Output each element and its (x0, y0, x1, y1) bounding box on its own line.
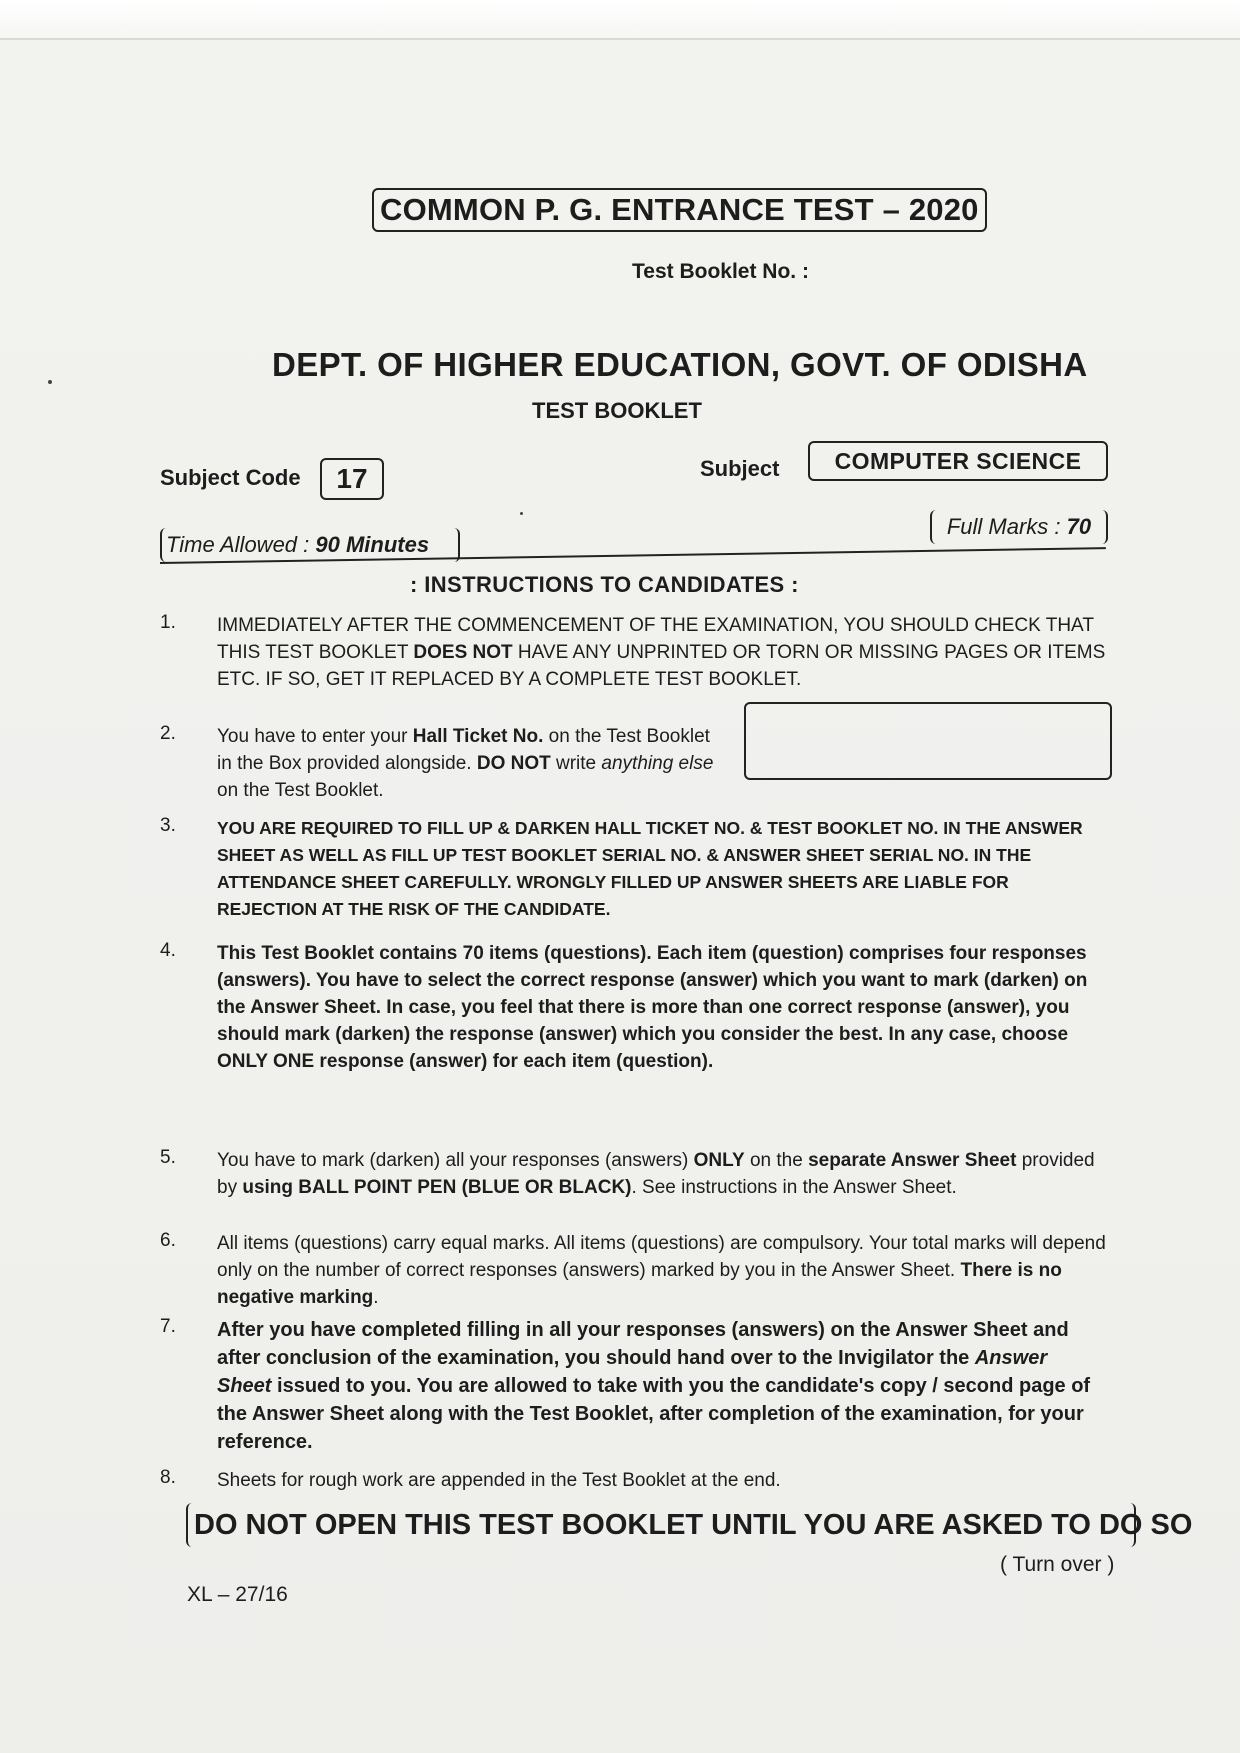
instruction-number: 6. (160, 1230, 176, 1251)
instruction-text: YOU ARE REQUIRED TO FILL UP & DARKEN HALL TICKET NO. & TEST BOOKLET NO. IN THE ANSWER SHEET AS WELL AS FILL UP TEST BOOKLET SERIAL NO. & ANSWER SHEET SERIAL NO. IN THE ATTENDANCE SHEET CAREFULLY. WRONGLY FILLED UP ANSWER SHEETS ARE LIABLE FOR REJECTION AT THE RISK OF THE CANDIDATE. (217, 818, 1083, 919)
instruction-number: 5. (160, 1147, 176, 1168)
instruction-item-5 (160, 1147, 1106, 1201)
turn-over-label: ( Turn over ) (1000, 1553, 1115, 1576)
time-allowed-value: 90 Minutes (315, 532, 430, 557)
instruction-text-bold: ONLY (693, 1150, 745, 1171)
instruction-text (217, 612, 1106, 693)
instruction-text-part: IMMEDIATELY AFTER THE COMMENCEMENT OF THE EXAMINATION, YOU SHOULD CHECK THAT THIS TEST BOOKLET (217, 615, 1094, 663)
department-heading: DEPT. OF HIGHER EDUCATION, GOVT. OF ODISHA (272, 346, 1088, 383)
do-not-open-warning: DO NOT OPEN THIS TEST BOOKLET UNTIL YOU ARE ASKED TO DO SO (186, 1503, 1136, 1547)
paper-speck (520, 512, 523, 515)
instruction-text (217, 1230, 1106, 1311)
instruction-item-4 (160, 940, 1106, 1075)
instruction-item-6 (160, 1230, 1106, 1311)
instruction-text: This Test Booklet contains 70 items (questions). Each item (question) comprises four responses (answers). You have to select the correct response (answer) which you want to mark (darken) on the Answer Sheet. In case, you feel that there is more than one correct response (answer), you should mark (darken) the response (answer) which you consider the best. In any case, choose ONLY ONE response (answer) for each item (question). (217, 943, 1088, 1072)
time-allowed (160, 528, 460, 562)
instruction-text-part: . (373, 1287, 379, 1308)
instruction-text-part: You have to enter your (217, 726, 413, 747)
exam-title: COMMON P. G. ENTRANCE TEST – 2020 (372, 188, 987, 232)
instruction-number: 4. (160, 940, 176, 961)
instruction-text-part: HAVE ANY UNPRINTED OR TORN OR MISSING PAGES OR ITEMS ETC. IF SO, GET IT REPLACED BY A COMPLETE TEST BOOKLET. (217, 642, 1106, 690)
instruction-number: 3. (160, 815, 176, 836)
test-booklet-no-label: Test Booklet No. : (632, 260, 809, 283)
instruction-text-part: on the Test Booklet in the Box provided alongside. (217, 726, 710, 774)
instruction-text-part: . See instructions in the Answer Sheet. (631, 1177, 957, 1198)
instruction-text (217, 1316, 1106, 1456)
instruction-text-part: on the Test Booklet. (217, 780, 384, 801)
instruction-text-bold: DO NOT (476, 753, 551, 774)
instructions-heading: : INSTRUCTIONS TO CANDIDATES : (410, 572, 799, 597)
instruction-text (217, 1147, 1106, 1201)
instruction-text-part: issued to you. You are allowed to take with you the candidate's copy / second page of the Answer Sheet along with the Test Booklet, after completion of the examination, for your reference. (217, 1375, 1091, 1453)
instruction-text-part: All items (questions) carry equal marks. All items (questions) are compulsory. Your total marks will depend only on the number of correct responses (answers) marked by you in the Answer Sheet. (217, 1233, 1106, 1281)
subject-label: Subject (700, 456, 780, 481)
instruction-text-part: You have to mark (darken) all your responses (answers) (217, 1150, 694, 1171)
hall-ticket-box[interactable] (744, 702, 1112, 780)
instruction-number: 8. (160, 1467, 176, 1488)
instruction-number: 2. (160, 723, 176, 744)
instruction-text-italic: Answer Sheet (217, 1347, 1048, 1397)
instruction-text: Sheets for rough work are appended in the Test Booklet at the end. (217, 1470, 781, 1491)
instruction-text-part: provided by (217, 1150, 1095, 1198)
instruction-text-bold: using BALL POINT PEN (BLUE OR BLACK) (242, 1177, 632, 1198)
instruction-item-1 (160, 612, 1106, 693)
booklet-code: XL – 27/16 (187, 1583, 288, 1606)
instruction-item-7 (160, 1316, 1106, 1456)
instruction-text-part: write (550, 753, 602, 774)
instruction-item-2 (160, 723, 720, 804)
subject-code-label: Subject Code (160, 465, 301, 490)
instruction-text-part: on the (744, 1150, 809, 1171)
instruction-number: 1. (160, 612, 176, 633)
instruction-item-8 (160, 1467, 1106, 1494)
full-marks (930, 510, 1108, 544)
paper-speck (48, 380, 52, 384)
instruction-text-bold: There is no negative marking (217, 1260, 1062, 1308)
subject-code-box: 17 (320, 458, 384, 500)
instruction-text-bold: DOES NOT (413, 642, 513, 663)
paper-top-edge (0, 0, 1240, 40)
test-booklet-heading: TEST BOOKLET (532, 398, 702, 423)
instruction-text-part: After you have completed filling in all your responses (answers) on the Answer Sheet and after conclusion of the examination, you should hand over to the Invigilator the (217, 1319, 1069, 1369)
instruction-item-3 (160, 815, 1106, 923)
instruction-text-italic: anything else (601, 753, 714, 774)
time-allowed-label: Time Allowed : (166, 532, 316, 557)
instruction-number: 7. (160, 1316, 176, 1337)
full-marks-value: 70 (1066, 514, 1092, 539)
full-marks-label: Full Marks : (946, 514, 1067, 539)
instruction-text-bold: separate Answer Sheet (808, 1150, 1017, 1171)
instruction-text-bold: Hall Ticket No. (412, 726, 544, 747)
instruction-text (217, 723, 720, 804)
subject-box: COMPUTER SCIENCE (808, 441, 1108, 481)
